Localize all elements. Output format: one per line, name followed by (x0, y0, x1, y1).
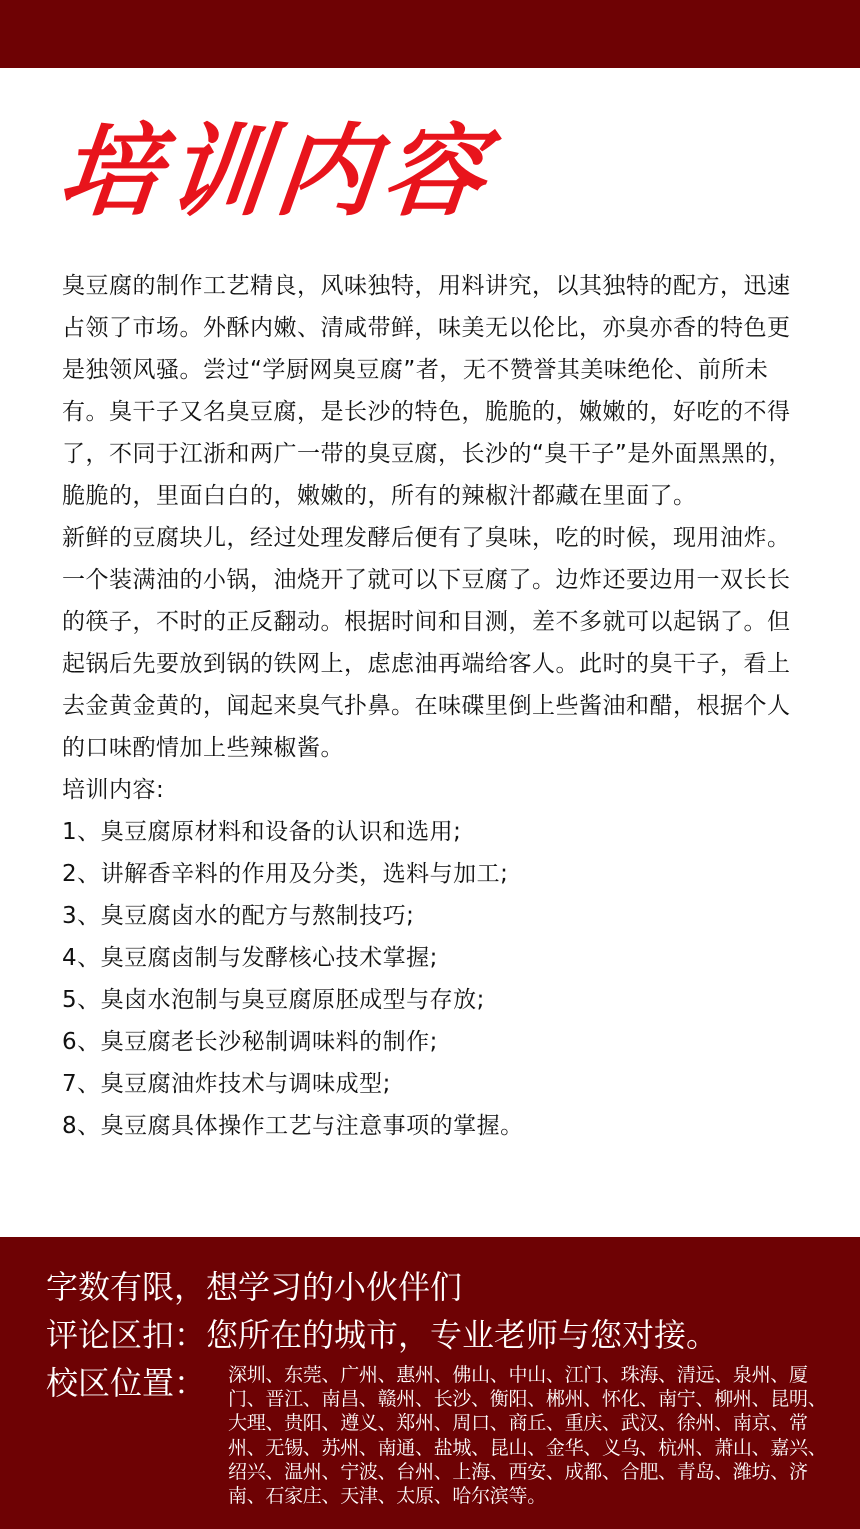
course-heading: 培训内容: (62, 777, 165, 803)
course-item: 6、臭豆腐老长沙秘制调味料的制作; (62, 1029, 438, 1055)
campus-city-list: 深圳、东莞、广州、惠州、佛山、中山、江门、珠海、清远、泉州、厦门、晋江、南昌、赣州、长沙、衡阳、郴州、怀化、南宁、柳州、昆明、大理、贵阳、遵义、郑州、周口、商丘、重庆、武汉、徐州、南京、常州、无锡、苏州、南通、盐城、昆山、金华、义乌、杭州、萧山、嘉兴、绍兴、温州、宁波、台州、上海、西安、成都、合肥、青岛、潍坊、济南、石家庄、天津、太原、哈尔滨等。 (228, 1364, 827, 1508)
course-item: 8、臭豆腐具体操作工艺与注意事项的掌握。 (62, 1113, 524, 1139)
footer-limit-note: 字数有限，想学习的小伙伴们 (46, 1268, 463, 1306)
course-item: 7、臭豆腐油炸技术与调味成型; (62, 1071, 391, 1097)
article-body (62, 265, 794, 1147)
footer-banner (0, 1237, 860, 1529)
course-item: 1、臭豆腐原材料和设备的认识和选用; (62, 819, 462, 845)
page-title: 培训内容 (53, 113, 499, 230)
process-paragraph: 新鲜的豆腐块儿，经过处理发酵后便有了臭味，吃的时候，现用油炸。一个装满油的小锅，油烧开了就可以下豆腐了。边炸还要边用一双长长的筷子，不时的正反翻动。根据时间和目测，差不多就可以起锅了。但起锅后先要放到锅的铁网上，虑虑油再端给客人。此时的臭干子，看上去金黄金黄的，闻起来臭气扑鼻。在味碟里倒上些酱油和醋，根据个人的口味酌情加上些辣椒酱。 (62, 525, 791, 761)
course-item: 2、讲解香辛料的作用及分类，选料与加工; (62, 861, 509, 887)
course-item: 4、臭豆腐卤制与发酵核心技术掌握; (62, 945, 438, 971)
course-list (62, 811, 794, 1147)
top-banner-bar (0, 0, 860, 68)
campus-label: 校区位置： (46, 1364, 207, 1402)
footer-comment-cta: 评论区扣：您所在的城市，专业老师与您对接。 (46, 1316, 719, 1354)
course-item: 5、臭卤水泡制与臭豆腐原胚成型与存放; (62, 987, 485, 1013)
intro-paragraph: 臭豆腐的制作工艺精良，风味独特，用料讲究，以其独特的配方，迅速占领了市场。外酥内嫩、清咸带鲜，味美无以伦比，亦臭亦香的特色更是独领风骚。尝过“学厨网臭豆腐”者，无不赞誉其美味绝伦、前所未有。臭干子又名臭豆腐，是长沙的特色，脆脆的，嫩嫩的，好吃的不得了，不同于江浙和两广一带的臭豆腐，长沙的“臭干子”是外面黑黑的，脆脆的，里面白白的，嫩嫩的，所有的辣椒汁都藏在里面了。 (62, 273, 792, 509)
course-item: 3、臭豆腐卤水的配方与熬制技巧; (62, 903, 415, 929)
